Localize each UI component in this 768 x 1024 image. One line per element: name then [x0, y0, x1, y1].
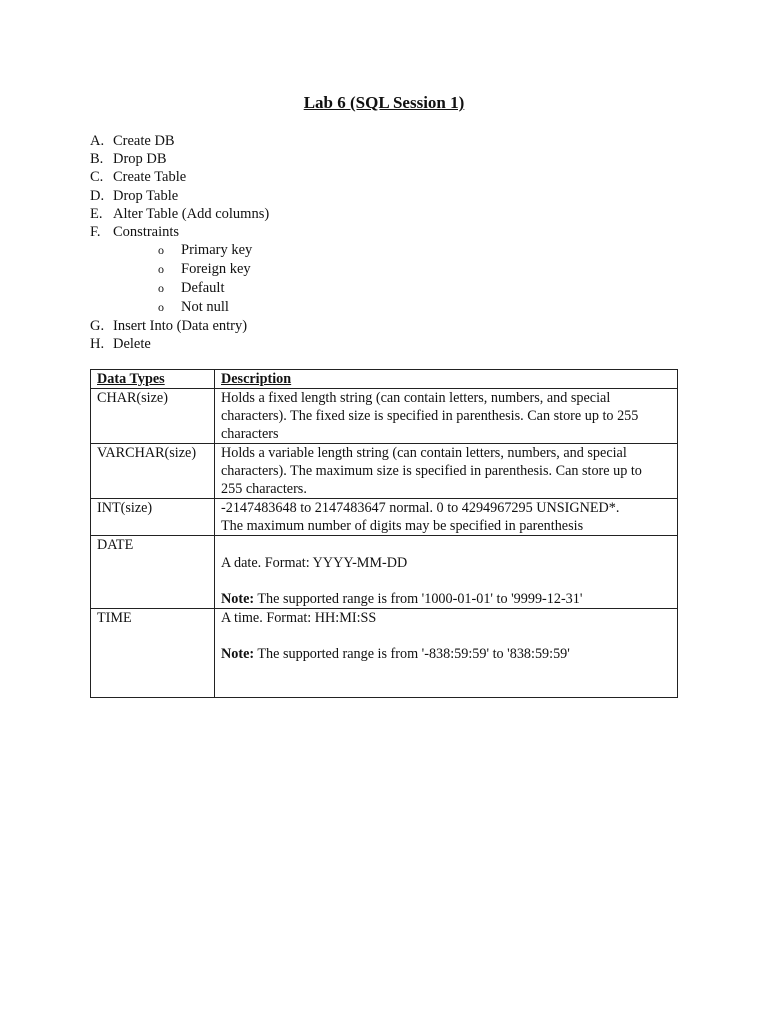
- list-marker: H.: [90, 336, 105, 353]
- description-cell: [215, 499, 678, 536]
- list-marker: B.: [90, 151, 104, 168]
- column-header-data-types: Data Types: [91, 370, 215, 389]
- description-line: Holds a fixed length string (can contain letters, numbers, and special: [221, 390, 611, 406]
- sublist-item: [158, 279, 269, 298]
- type-cell: INT(size): [91, 499, 215, 536]
- list-marker: F.: [90, 223, 101, 240]
- description-cell: [215, 389, 678, 444]
- list-marker: E.: [90, 205, 103, 222]
- list-item: [90, 335, 269, 353]
- table-row: [91, 444, 678, 499]
- note-line: [221, 590, 671, 608]
- data-types-table: [90, 369, 678, 698]
- list-marker: D.: [90, 187, 105, 204]
- list-item: [90, 205, 269, 223]
- blank-line: [221, 627, 671, 645]
- constraints-sublist-container: [90, 241, 269, 317]
- description-line: -2147483648 to 2147483647 normal. 0 to 4294967295 UNSIGNED*.: [221, 500, 620, 516]
- list-item-text: Insert Into (Data entry): [113, 318, 248, 335]
- description-line: 255 characters.: [221, 481, 307, 497]
- sublist-item: [158, 260, 269, 279]
- topic-list: [90, 132, 269, 354]
- note-text: The supported range is from '-838:59:59' to '838:59:59': [254, 646, 570, 662]
- sublist-item-text: Default: [181, 280, 225, 297]
- note-line: [221, 645, 671, 663]
- description-cell: [215, 609, 678, 698]
- column-header-description: Description: [215, 370, 678, 389]
- description-cell: [215, 444, 678, 499]
- list-item: [90, 187, 269, 205]
- list-item: [90, 132, 269, 150]
- bullet-icon: o: [158, 281, 164, 296]
- type-cell: TIME: [91, 609, 215, 698]
- description-line: characters). The fixed size is specified in parenthesis. Can store up to 255: [221, 408, 639, 424]
- sublist-item-text: Not null: [181, 299, 229, 316]
- list-item-text: Alter Table (Add columns): [113, 205, 270, 222]
- table-row: [91, 536, 678, 609]
- type-cell: CHAR(size): [91, 389, 215, 444]
- page-title: Lab 6 (SQL Session 1): [303, 93, 465, 112]
- list-item: [90, 150, 269, 168]
- description-line: The maximum number of digits may be specified in parenthesis: [221, 518, 584, 534]
- description-line: Holds a variable length string (can contain letters, numbers, and special: [221, 445, 627, 461]
- list-item-text: Create DB: [113, 133, 175, 149]
- sublist-item-text: Primary key: [181, 242, 253, 259]
- sublist-item: [158, 298, 269, 317]
- note-label: Note:: [221, 591, 255, 607]
- list-item: [90, 317, 269, 335]
- description-line: characters: [221, 426, 279, 442]
- note-label: Note:: [221, 646, 255, 662]
- sublist-item: [158, 241, 269, 260]
- constraints-sublist: [90, 241, 269, 317]
- bullet-icon: o: [158, 300, 164, 315]
- description-line: characters). The maximum size is specified in parenthesis. Can store up to: [221, 463, 642, 479]
- format-line: A time. Format: HH:MI:SS: [221, 610, 377, 626]
- bullet-icon: o: [158, 262, 164, 277]
- table-row: [91, 499, 678, 536]
- description-cell: [215, 536, 678, 609]
- note-text: The supported range is from '1000-01-01' to '9999-12-31': [254, 591, 583, 607]
- list-marker: A.: [90, 133, 105, 149]
- list-item-text: Drop Table: [113, 187, 179, 204]
- table-header-row: [91, 370, 678, 389]
- list-marker: C.: [90, 169, 104, 186]
- type-cell: VARCHAR(size): [91, 444, 215, 499]
- format-line: A date. Format: YYYY-MM-DD: [221, 555, 408, 571]
- table-row: [91, 389, 678, 444]
- list-marker: G.: [90, 318, 105, 335]
- list-item-text: Delete: [113, 336, 151, 353]
- sublist-item-text: Foreign key: [181, 261, 251, 278]
- list-item: [90, 168, 269, 186]
- blank-line: [221, 572, 671, 590]
- list-item: [90, 223, 269, 241]
- type-cell: DATE: [91, 536, 215, 609]
- list-item-text: Constraints: [113, 223, 180, 240]
- table-row: [91, 609, 678, 698]
- blank-line: [221, 536, 671, 554]
- bullet-icon: o: [158, 243, 164, 258]
- list-item-text: Drop DB: [113, 151, 167, 168]
- list-item-text: Create Table: [113, 169, 187, 186]
